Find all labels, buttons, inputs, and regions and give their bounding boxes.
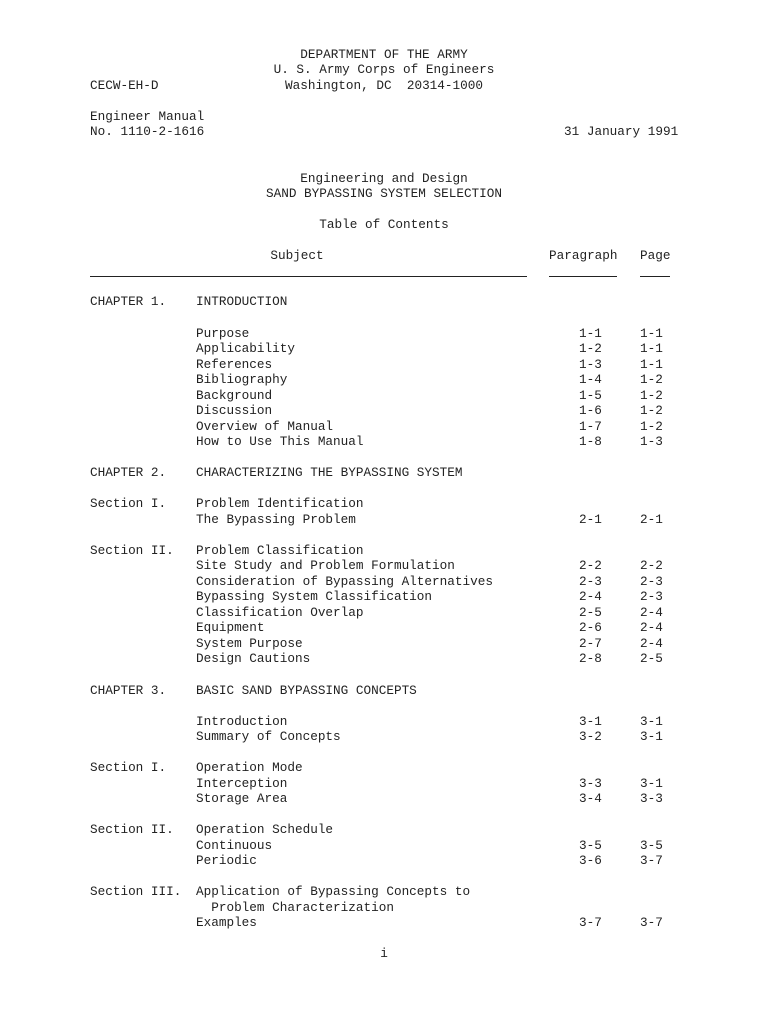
toc-label: Section I. (90, 496, 167, 511)
toc-title: Problem Identification (196, 496, 364, 511)
toc-title: Equipment (196, 620, 265, 635)
toc-title: Problem Classification (196, 543, 364, 558)
subject-underline (90, 276, 527, 277)
subtitle: Engineering and Design (300, 171, 468, 186)
toc-page: 3-7 (640, 915, 663, 930)
toc-title: CHARACTERIZING THE BYPASSING SYSTEM (196, 465, 463, 480)
department-title: DEPARTMENT OF THE ARMY (300, 47, 468, 62)
toc-paragraph: 1-1 (579, 326, 602, 341)
toc-paragraph: 1-5 (579, 388, 602, 403)
toc-title: Classification Overlap (196, 605, 364, 620)
toc-page: 2-4 (640, 636, 663, 651)
toc-paragraph: 3-2 (579, 729, 602, 744)
toc-title: Site Study and Problem Formulation (196, 558, 455, 573)
toc-title: Storage Area (196, 791, 288, 806)
manual-number: No. 1110-2-1616 (90, 124, 205, 139)
toc-title: Overview of Manual (196, 419, 334, 434)
toc-label: Section II. (90, 822, 174, 837)
toc-title: Bibliography (196, 372, 288, 387)
toc-page: 2-2 (640, 558, 663, 573)
toc-title: How to Use This Manual (196, 434, 364, 449)
toc-title: Operation Mode (196, 760, 303, 775)
office-symbol: CECW-EH-D (90, 78, 159, 93)
toc-paragraph: 3-6 (579, 853, 602, 868)
toc-page: 3-7 (640, 853, 663, 868)
toc-title: System Purpose (196, 636, 303, 651)
toc-page: 3-5 (640, 838, 663, 853)
toc-page: 2-4 (640, 605, 663, 620)
toc-page: 3-1 (640, 776, 663, 791)
toc-paragraph: 3-5 (579, 838, 602, 853)
toc-page: 1-1 (640, 326, 663, 341)
toc-paragraph: 2-2 (579, 558, 602, 573)
toc-title: INTRODUCTION (196, 294, 288, 309)
toc-page: 1-1 (640, 341, 663, 356)
toc-title: Interception (196, 776, 288, 791)
column-subject: Subject (270, 248, 324, 263)
toc-heading: Table of Contents (319, 217, 449, 232)
toc-title: Periodic (196, 853, 257, 868)
toc-paragraph: 2-5 (579, 605, 602, 620)
page-number: i (380, 946, 388, 961)
toc-title: Examples (196, 915, 257, 930)
paragraph-underline (549, 276, 617, 277)
page-underline (640, 276, 670, 277)
corps-name: U. S. Army Corps of Engineers (273, 62, 495, 77)
toc-paragraph: 2-3 (579, 574, 602, 589)
toc-title: The Bypassing Problem (196, 512, 356, 527)
toc-title: Purpose (196, 326, 250, 341)
toc-title: Bypassing System Classification (196, 589, 433, 604)
toc-page: 2-3 (640, 574, 663, 589)
toc-title: Application of Bypassing Concepts to (196, 884, 471, 899)
toc-label: CHAPTER 1. (90, 294, 167, 309)
toc-label: Section III. (90, 884, 182, 899)
toc-paragraph: 1-6 (579, 403, 602, 418)
toc-title: Discussion (196, 403, 273, 418)
location: Washington, DC 20314-1000 (285, 78, 483, 93)
toc-page: 1-2 (640, 372, 663, 387)
toc-title: Introduction (196, 714, 288, 729)
toc-paragraph: 2-8 (579, 651, 602, 666)
toc-paragraph: 3-4 (579, 791, 602, 806)
column-paragraph: Paragraph (549, 248, 618, 263)
toc-page: 3-1 (640, 729, 663, 744)
toc-paragraph: 2-6 (579, 620, 602, 635)
toc-page: 1-1 (640, 357, 663, 372)
toc-title: Design Cautions (196, 651, 311, 666)
toc-page: 1-2 (640, 403, 663, 418)
toc-label: Section I. (90, 760, 167, 775)
page-title: SAND BYPASSING SYSTEM SELECTION (265, 186, 503, 201)
toc-page: 2-4 (640, 620, 663, 635)
toc-paragraph: 1-7 (579, 419, 602, 434)
toc-title: Summary of Concepts (196, 729, 341, 744)
toc-page: 2-3 (640, 589, 663, 604)
toc-title: Continuous (196, 838, 273, 853)
toc-page: 3-3 (640, 791, 663, 806)
toc-page: 2-5 (640, 651, 663, 666)
toc-paragraph: 2-7 (579, 636, 602, 651)
toc-page: 2-1 (640, 512, 663, 527)
toc-label: CHAPTER 3. (90, 683, 167, 698)
publication-date: 31 January 1991 (564, 124, 679, 139)
toc-page: 1-3 (640, 434, 663, 449)
toc-title: BASIC SAND BYPASSING CONCEPTS (196, 683, 417, 698)
toc-paragraph: 1-2 (579, 341, 602, 356)
manual-label: Engineer Manual (90, 109, 205, 124)
toc-page: 1-2 (640, 419, 663, 434)
toc-paragraph: 3-7 (579, 915, 602, 930)
toc-page: 3-1 (640, 714, 663, 729)
toc-title: Problem Characterization (196, 900, 394, 915)
toc-paragraph: 1-4 (579, 372, 602, 387)
toc-title: Applicability (196, 341, 295, 356)
toc-paragraph: 1-8 (579, 434, 602, 449)
toc-title: Consideration of Bypassing Alternatives (196, 574, 493, 589)
toc-title: Background (196, 388, 273, 403)
toc-title: References (196, 357, 273, 372)
toc-label: CHAPTER 2. (90, 465, 167, 480)
toc-title: Operation Schedule (196, 822, 334, 837)
column-page: Page (640, 248, 671, 263)
toc-paragraph: 2-4 (579, 589, 602, 604)
toc-paragraph: 2-1 (579, 512, 602, 527)
toc-paragraph: 1-3 (579, 357, 602, 372)
toc-paragraph: 3-1 (579, 714, 602, 729)
toc-paragraph: 3-3 (579, 776, 602, 791)
toc-page: 1-2 (640, 388, 663, 403)
toc-label: Section II. (90, 543, 174, 558)
